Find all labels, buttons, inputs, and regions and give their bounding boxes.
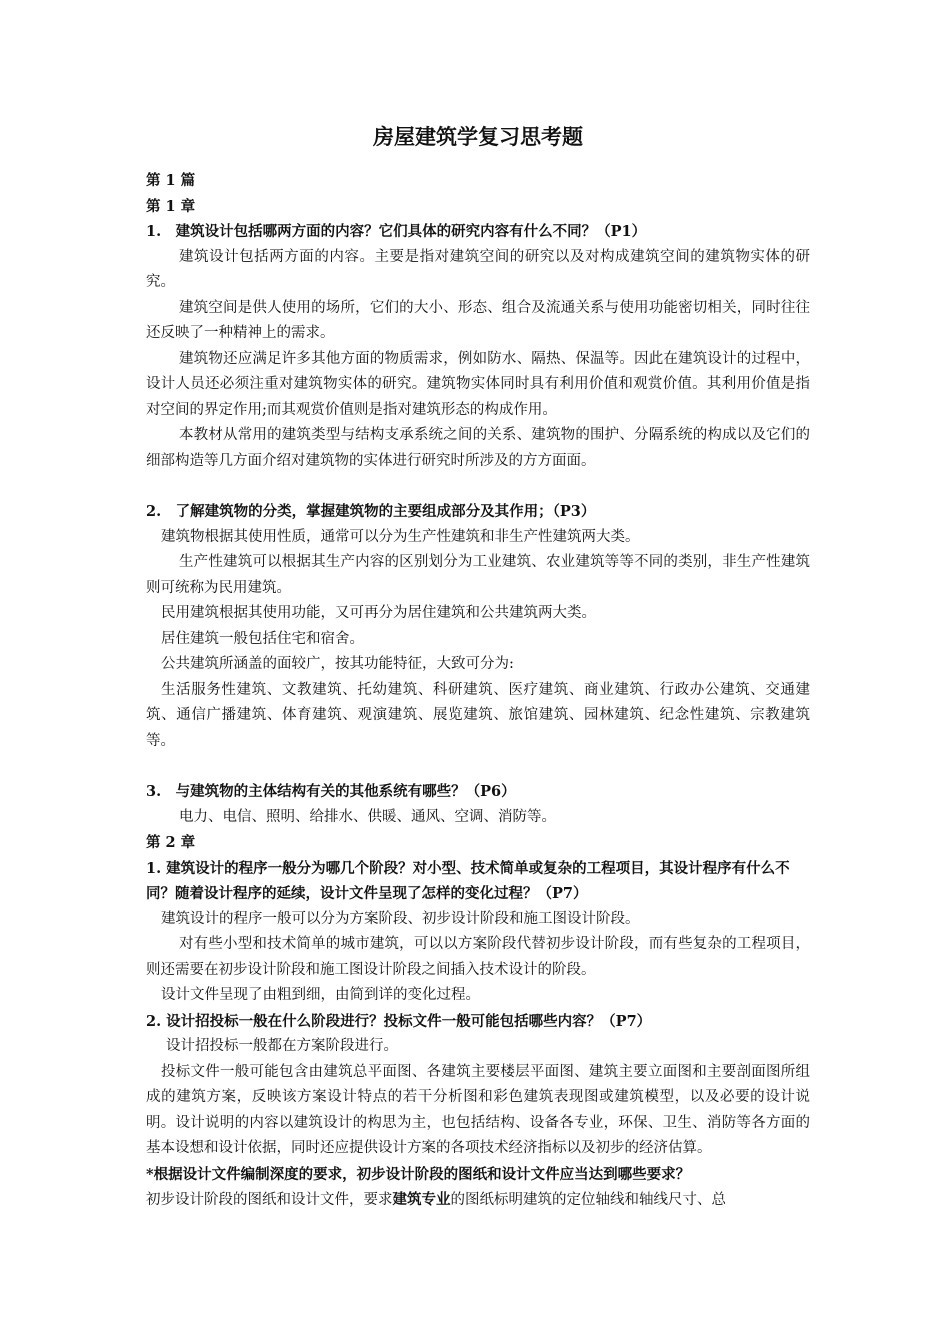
paragraph: 对有些小型和技术简单的城市建筑，可以以方案阶段代替初步设计阶段，而有些复杂的工程项目，则还需要在初步设计阶段和施工图设计阶段之间插入技术设计的阶段。 [146,936,810,978]
paragraph: 设计文件呈现了由粗到细，由简到详的变化过程。 [161,987,480,1003]
question-1-3: 3. 与建筑物的主体结构有关的其他系统有哪些？（P6） [146,783,516,800]
paragraph: 建筑设计的程序一般可以分为方案阶段、初步设计阶段和施工图设计阶段。 [161,910,640,927]
paragraph: 设计招投标一般都在方案阶段进行。 [166,1038,398,1054]
spacer [146,474,810,499]
paragraph: 电力、电信、照明、给排水、供暖、通风、空调、消防等。 [179,808,556,825]
paragraph: 建筑物根据其使用性质，通常可以分为生产性建筑和非生产性建筑两大类。 [161,528,640,545]
paragraph-text: 初步设计阶段的图纸和设计文件，要求 [146,1192,393,1208]
part-heading: 第 1 篇 [146,172,196,189]
document-title: 房屋建筑学复习思考题 [373,124,583,149]
emphasis-text: 建筑专业 [392,1191,451,1208]
chapter-2-heading: 第 2 章 [146,834,196,851]
paragraph: 民用建筑根据其使用功能，又可再分为居住建筑和公共建筑两大类。 [161,605,596,621]
question-1-2: 2. 了解建筑物的分类，掌握建筑物的主要组成部分及其作用；（P3） [146,503,596,520]
paragraph: 建筑空间是供人使用的场所，它们的大小、形态、组合及流通关系与使用功能密切相关，同时往往还反映了一种精神上的需求。 [146,299,810,341]
paragraph: 居住建筑一般包括住宅和宿舍。 [161,630,364,647]
question-2-1: 1. 建筑设计的程序一般分为哪几个阶段？对小型、技术简单或复杂的工程项目，其设计程序有什么不同？随着设计程序的延续，设计文件呈现了怎样的变化过程？（P7） [146,859,790,902]
paragraph: 建筑设计包括两方面的内容。主要是指对建筑空间的研究以及对构成建筑空间的建筑物实体的研究。 [146,248,810,290]
paragraph: 生产性建筑可以根据其生产内容的区别划分为工业建筑、农业建筑等等不同的类别，非生产性建筑则可统称为民用建筑。 [146,554,810,596]
spacer [146,754,810,779]
paragraph: 生活服务性建筑、文教建筑、托幼建筑、科研建筑、医疗建筑、商业建筑、行政办公建筑、交通建筑、通信广播建筑、体育建筑、观演建筑、展览建筑、旅馆建筑、园林建筑、纪念性建筑、宗教建筑等。 [146,681,810,749]
paragraph [146,1187,810,1214]
paragraph: 本教材从常用的建筑类型与结构支承系统之间的关系、建筑物的围护、分隔系统的构成以及它们的细部构造等几方面介绍对建筑物的实体进行研究时所涉及的方方面面。 [146,427,810,469]
question-1-1: 1. 建筑设计包括哪两方面的内容？它们具体的研究内容有什么不同？（P1） [146,223,647,240]
document-page [146,120,810,1214]
paragraph: 公共建筑所涵盖的面较广，按其功能特征，大致可分为: [161,656,514,672]
paragraph-text: 的图纸标明建筑的定位轴线和轴线尺寸、总 [450,1192,726,1208]
paragraph: 建筑物还应满足许多其他方面的物质需求，例如防水、隔热、保温等。因此在建筑设计的过程中，设计人员还必须注重对建筑物实体的研究。建筑物实体同时具有利用价值和观赏价值。其利用价值是指对空间的界定作用;而其观赏价值则是指对建筑形态的构成作用。 [146,350,810,418]
question-2-3: *根据设计文件编制深度的要求，初步设计阶段的图纸和设计文件应当达到哪些要求？ [146,1165,691,1183]
chapter-1-heading: 第 1 章 [146,197,196,215]
question-2-2: 2. 设计招投标一般在什么阶段进行？投标文件一般可能包括哪些内容？（P7） [146,1012,652,1030]
paragraph: 投标文件一般可能包含由建筑总平面图、各建筑主要楼层平面图、建筑主要立面图和主要剖面图所组成的建筑方案，反映该方案设计特点的若干分析图和彩色建筑表现图或建筑模型，以及必要的设计说明。设计说明的内容以建筑设计的构思为主，也包括结构、设备各专业，环保、卫生、消防等各方面的基本设想和设计依据，同时还应提供设计方案的各项技术经济指标以及初步的经济估算。 [146,1063,810,1156]
